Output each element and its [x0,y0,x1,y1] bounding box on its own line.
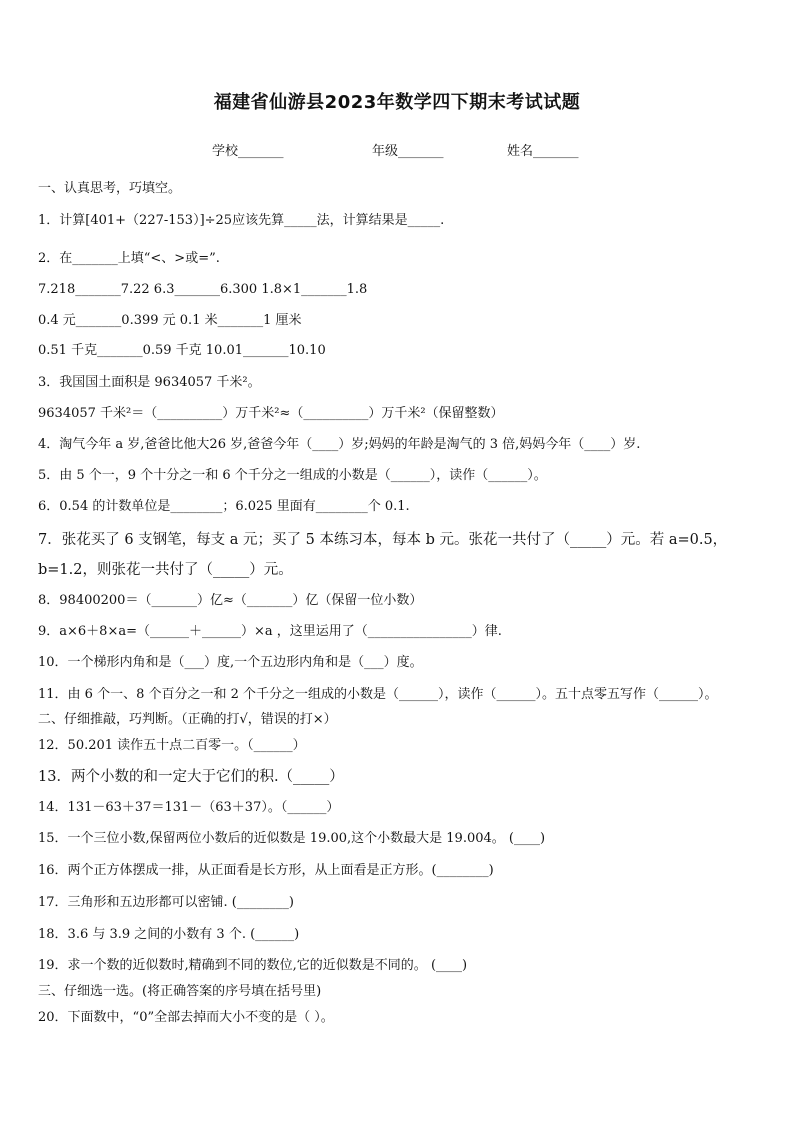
school-field: 学校_______ [212,144,284,159]
question-q13: 13．两个小数的和一定大于它们的积.（_____） [38,769,344,785]
question-q19: 19．求一个数的近似数时,精确到不同的数位,它的近似数是不同的。 (____) [38,958,468,973]
question-q15: 15．一个三位小数,保留两位小数后的近似数是 19.00,这个小数最大是 19.004。 (____) [38,831,546,846]
question-q16: 16．两个正方体摆成一排，从正面看是长方形，从上面看是正方形。(________) [38,863,494,878]
question-q3a: 9634057 千米²＝（__________）万千米²≈（__________）万千米²（保留整数） [38,406,504,421]
question-q11: 11．由 6 个一、8 个百分之一和 2 个千分之一组成的小数是（______），读作（______）。五十点零五写作（______）。 [38,687,718,702]
question-q14: 14．131－63＋37＝131－（63＋37）。（______） [38,800,340,815]
question-q17: 17．三角形和五边形都可以密铺. (________) [38,895,294,910]
question-q2: 2．在_______上填“<、>或=”. [38,251,220,266]
question-q12: 12．50.201 读作五十点二百零一。（______） [38,738,306,753]
question-q4: 4．淘气今年 a 岁,爸爸比他大26 岁,爸爸今年（____）岁;妈妈的年龄是淘气的 3 倍,妈妈今年（____）岁. [38,437,641,452]
question-q2a: 7.218_______7.22 6.3_______6.300 1.8×1_______1.8 [38,282,368,297]
question-q5: 5．由 5 个一，9 个十分之一和 6 个千分之一组成的小数是（______），读作（______）。 [38,468,547,483]
name-field: 姓名_______ [507,144,579,159]
section-heading: 三、仔细选一选。(将正确答案的序号填在括号里) [38,984,322,999]
grade-field: 年级_______ [372,144,444,159]
question-q6: 6．0.54 的计数单位是________；6.025 里面有________个 0.1. [38,499,410,514]
question-q20: 20．下面数中，“0”全部去掉而大小不变的是（ ）。 [38,1010,334,1025]
section-heading: 一、认真思考，巧填空。 [38,181,182,196]
section-heading: 二、仔细推敲，巧判断。（正确的打√，错误的打×） [38,712,337,727]
question-q8: 8．98400200＝（_______）亿≈（_______）亿（保留一位小数） [38,593,423,608]
question-q10: 10．一个梯形内角和是（___）度,一个五边形内角和是（___）度。 [38,655,423,670]
question-q9: 9．a×6＋8×a=（______＋______）×a ，这里运用了（________________）律. [38,624,502,639]
question-q2b: 0.4 元_______0.399 元 0.1 米_______1 厘米 [38,313,302,328]
question-q18: 18．3.6 与 3.9 之间的小数有 3 个. (______) [38,927,300,942]
question-q2c: 0.51 千克_______0.59 千克 10.01_______10.10 [38,343,326,358]
question-q1: 1．计算[401+（227-153）]÷25应该先算_____法，计算结果是_____. [38,213,445,228]
question-q3: 3．我国国土面积是 9634057 千米²。 [38,375,261,390]
question-q7: 7．张花买了 6 支钢笔，每支 a 元；买了 5 本练习本，每本 b 元。张花一共付了（_____）元。若 a=0.5，b=1.2，则张花一共付了（_____）元。 [38,532,728,578]
page-title: 福建省仙游县2023年数学四下期末考试试题 [213,92,581,113]
